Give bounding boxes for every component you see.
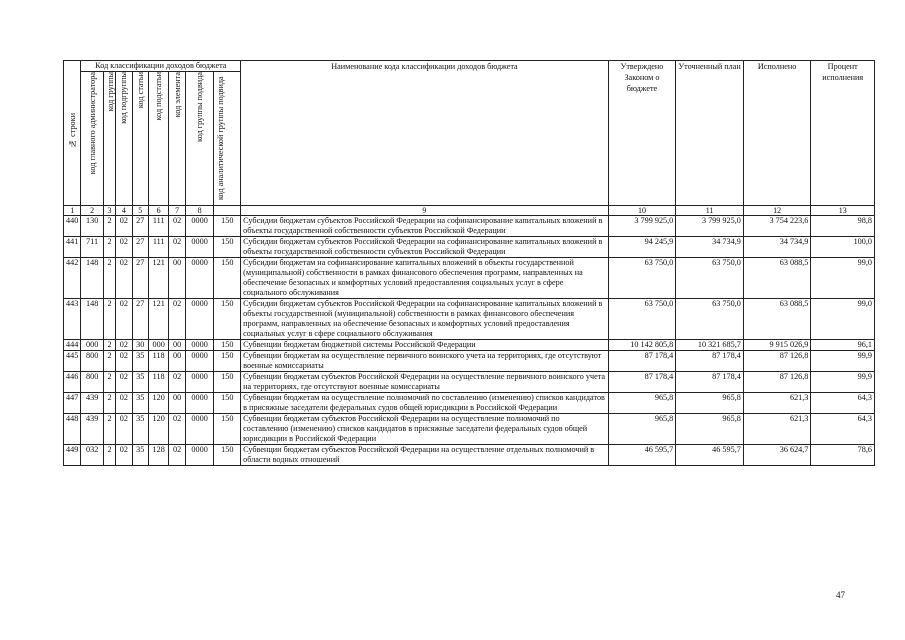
- row-number: 440: [64, 216, 81, 237]
- group-code: 2: [103, 351, 115, 372]
- subgroup-code: 02: [116, 393, 132, 414]
- admin-code: 439: [81, 414, 104, 445]
- subtype-group-code: 0000: [185, 372, 214, 393]
- executed-amount: 63 088,5: [743, 258, 811, 299]
- column-number: 2: [81, 206, 104, 216]
- analytic-group-code: 150: [214, 216, 241, 237]
- header-analytic-group-code: код аналитической группы подвида: [214, 72, 241, 206]
- table-row: [64, 340, 875, 351]
- table-row: [64, 445, 875, 466]
- execution-percent: 64,3: [811, 393, 875, 414]
- subgroup-code: 02: [116, 258, 132, 299]
- executed-amount: 621,3: [743, 414, 811, 445]
- group-code: 2: [103, 237, 115, 258]
- admin-code: 711: [81, 237, 104, 258]
- column-number: 12: [743, 206, 811, 216]
- table-row: [64, 258, 875, 299]
- refined-plan-amount: 3 799 925,0: [676, 216, 744, 237]
- row-number: 444: [64, 340, 81, 351]
- approved-amount: 10 142 805,8: [608, 340, 676, 351]
- admin-code: 032: [81, 445, 104, 466]
- refined-plan-amount: 965,8: [676, 393, 744, 414]
- group-code: 2: [103, 340, 115, 351]
- subgroup-code: 02: [116, 216, 132, 237]
- group-code: 2: [103, 216, 115, 237]
- group-code: 2: [103, 299, 115, 340]
- page-number: 47: [836, 590, 845, 600]
- element-code: 00: [169, 351, 185, 372]
- column-number: 9: [241, 206, 609, 216]
- column-number: 3: [103, 206, 115, 216]
- refined-plan-amount: 87 178,4: [676, 372, 744, 393]
- execution-percent: 96,1: [811, 340, 875, 351]
- revenue-name: Субвенции бюджетам бюджетной системы Российской Федерации: [241, 340, 609, 351]
- article-code: 30: [132, 340, 148, 351]
- executed-amount: 621,3: [743, 393, 811, 414]
- row-number: 449: [64, 445, 81, 466]
- element-code: 00: [169, 258, 185, 299]
- execution-percent: 99,0: [811, 258, 875, 299]
- revenue-name: Субсидии бюджетам субъектов Российской Федерации на софинансирование капитальных вложений в объекты государственной собственности субъектов Российской Федерации: [241, 216, 609, 237]
- approved-amount: 63 750,0: [608, 258, 676, 299]
- subtype-group-code: 0000: [185, 414, 214, 445]
- table-row: [64, 351, 875, 372]
- header-classification-group: Код классификации доходов бюджета: [81, 61, 241, 72]
- execution-percent: 64,3: [811, 414, 875, 445]
- subtype-group-code: 0000: [185, 393, 214, 414]
- subgroup-code: 02: [116, 299, 132, 340]
- subarticle-code: 000: [148, 340, 168, 351]
- header-row-top: [64, 61, 875, 72]
- group-code: 2: [103, 258, 115, 299]
- subtype-group-code: 0000: [185, 258, 214, 299]
- group-code: 2: [103, 414, 115, 445]
- analytic-group-code: 150: [214, 340, 241, 351]
- row-number: 441: [64, 237, 81, 258]
- revenue-name: Субвенции бюджетам субъектов Российской Федерации на осуществление первичного воинского учета на территориях, где отсутствуют военные комиссариаты: [241, 372, 609, 393]
- subarticle-code: 128: [148, 445, 168, 466]
- subarticle-code: 121: [148, 299, 168, 340]
- analytic-group-code: 150: [214, 237, 241, 258]
- row-number: 442: [64, 258, 81, 299]
- refined-plan-amount: 46 595,7: [676, 445, 744, 466]
- refined-plan-amount: 87 178,4: [676, 351, 744, 372]
- subtype-group-code: 0000: [185, 216, 214, 237]
- analytic-group-code: 150: [214, 445, 241, 466]
- execution-percent: 99,9: [811, 372, 875, 393]
- column-number: 1: [64, 206, 81, 216]
- subarticle-code: 120: [148, 414, 168, 445]
- header-subgroup-code: код подгруппы: [116, 72, 132, 206]
- table-row: [64, 216, 875, 237]
- subarticle-code: 118: [148, 372, 168, 393]
- column-number: 5: [132, 206, 148, 216]
- subgroup-code: 02: [116, 237, 132, 258]
- table-row: [64, 299, 875, 340]
- table-row: [64, 372, 875, 393]
- approved-amount: 87 178,4: [608, 372, 676, 393]
- column-number-row: [64, 206, 875, 216]
- refined-plan-amount: 63 750,0: [676, 258, 744, 299]
- refined-plan-amount: 63 750,0: [676, 299, 744, 340]
- subgroup-code: 02: [116, 445, 132, 466]
- column-number: 4: [116, 206, 132, 216]
- header-approved: Утверждено Законом о бюджете: [608, 61, 676, 206]
- table-row: [64, 237, 875, 258]
- header-element-code: код элемента: [169, 72, 185, 206]
- admin-code: 439: [81, 393, 104, 414]
- revenue-name: Субсидии бюджетам на софинансирование капитальных вложений в объекты государственной (муниципальной) собственности в рамках финансового обеспечения программ, направленных на обеспечение безопасных и комфортных условий предоставления социальных услуг в сфере социального обслуживания: [241, 258, 609, 299]
- approved-amount: 965,8: [608, 393, 676, 414]
- element-code: 00: [169, 393, 185, 414]
- analytic-group-code: 150: [214, 372, 241, 393]
- header-executed: Исполнено: [743, 61, 811, 206]
- subtype-group-code: 0000: [185, 237, 214, 258]
- approved-amount: 94 245,9: [608, 237, 676, 258]
- subarticle-code: 120: [148, 393, 168, 414]
- group-code: 2: [103, 445, 115, 466]
- row-number: 446: [64, 372, 81, 393]
- element-code: 02: [169, 372, 185, 393]
- article-code: 27: [132, 299, 148, 340]
- article-code: 35: [132, 393, 148, 414]
- subgroup-code: 02: [116, 340, 132, 351]
- row-number: 447: [64, 393, 81, 414]
- approved-amount: 3 799 925,0: [608, 216, 676, 237]
- executed-amount: 9 915 026,9: [743, 340, 811, 351]
- subgroup-code: 02: [116, 351, 132, 372]
- analytic-group-code: 150: [214, 351, 241, 372]
- row-number: 448: [64, 414, 81, 445]
- subtype-group-code: 0000: [185, 340, 214, 351]
- subtype-group-code: 0000: [185, 445, 214, 466]
- analytic-group-code: 150: [214, 393, 241, 414]
- column-number: 10: [608, 206, 676, 216]
- article-code: 27: [132, 216, 148, 237]
- approved-amount: 87 178,4: [608, 351, 676, 372]
- budget-revenue-table: [63, 60, 875, 466]
- element-code: 00: [169, 340, 185, 351]
- refined-plan-amount: 34 734,9: [676, 237, 744, 258]
- analytic-group-code: 150: [214, 299, 241, 340]
- analytic-group-code: 150: [214, 258, 241, 299]
- header-percent: Процент исполнения: [811, 61, 875, 206]
- element-code: 02: [169, 216, 185, 237]
- subarticle-code: 111: [148, 216, 168, 237]
- executed-amount: 36 624,7: [743, 445, 811, 466]
- executed-amount: 87 126,8: [743, 372, 811, 393]
- element-code: 02: [169, 237, 185, 258]
- header-article-code: код статьи: [132, 72, 148, 206]
- refined-plan-amount: 10 321 685,7: [676, 340, 744, 351]
- article-code: 27: [132, 237, 148, 258]
- execution-percent: 99,9: [811, 351, 875, 372]
- article-code: 35: [132, 372, 148, 393]
- admin-code: 130: [81, 216, 104, 237]
- row-number: 445: [64, 351, 81, 372]
- subarticle-code: 121: [148, 258, 168, 299]
- column-number: 6: [148, 206, 168, 216]
- row-number: 443: [64, 299, 81, 340]
- column-number: 11: [676, 206, 744, 216]
- article-code: 35: [132, 414, 148, 445]
- execution-percent: 100,0: [811, 237, 875, 258]
- subgroup-code: 02: [116, 414, 132, 445]
- table-row: [64, 414, 875, 445]
- admin-code: 800: [81, 351, 104, 372]
- element-code: 02: [169, 445, 185, 466]
- element-code: 02: [169, 299, 185, 340]
- article-code: 27: [132, 258, 148, 299]
- header-admin-code: код главного администратора: [81, 72, 104, 206]
- executed-amount: 34 734,9: [743, 237, 811, 258]
- group-code: 2: [103, 372, 115, 393]
- admin-code: 148: [81, 299, 104, 340]
- column-number: 13: [811, 206, 875, 216]
- execution-percent: 78,6: [811, 445, 875, 466]
- header-name: Наименование кода классификации доходов бюджета: [241, 61, 609, 206]
- column-number: 8: [185, 206, 214, 216]
- column-number: [214, 206, 241, 216]
- element-code: 02: [169, 414, 185, 445]
- group-code: 2: [103, 393, 115, 414]
- revenue-name: Субвенции бюджетам на осуществление первичного воинского учета на территориях, где отсутствуют военные комиссариаты: [241, 351, 609, 372]
- subtype-group-code: 0000: [185, 299, 214, 340]
- executed-amount: 87 126,8: [743, 351, 811, 372]
- revenue-name: Субвенции бюджетам на осуществление полномочий по составлению (изменению) списков кандидатов в присяжные заседатели федеральных судов общей юрисдикции в Российской Федерации: [241, 393, 609, 414]
- revenue-name: Субсидии бюджетам субъектов Российской Федерации на софинансирование капитальных вложений в объекты государственной (муниципальной) собственности в рамках финансового обеспечения программ, направленных на обеспечение безопасных и комфортных условий предоставления социальных услуг в сфере социального обслуживания: [241, 299, 609, 340]
- article-code: 35: [132, 351, 148, 372]
- header-row-no: № строки: [64, 61, 81, 206]
- column-number: 7: [169, 206, 185, 216]
- table-row: [64, 393, 875, 414]
- subtype-group-code: 0000: [185, 351, 214, 372]
- subarticle-code: 111: [148, 237, 168, 258]
- admin-code: 148: [81, 258, 104, 299]
- executed-amount: 63 088,5: [743, 299, 811, 340]
- header-refined-plan: Уточненный план: [676, 61, 744, 206]
- subarticle-code: 118: [148, 351, 168, 372]
- refined-plan-amount: 965,8: [676, 414, 744, 445]
- revenue-name: Субвенции бюджетам субъектов Российской Федерации на осуществление отдельных полномочий в области водных отношений: [241, 445, 609, 466]
- article-code: 35: [132, 445, 148, 466]
- approved-amount: 965,8: [608, 414, 676, 445]
- header-subarticle-code: код подстатьи: [148, 72, 168, 206]
- header-group-code: код группы: [103, 72, 115, 206]
- subgroup-code: 02: [116, 372, 132, 393]
- admin-code: 000: [81, 340, 104, 351]
- admin-code: 800: [81, 372, 104, 393]
- header-subtype-group-code: код группы подвида: [185, 72, 214, 206]
- revenue-name: Субсидии бюджетам субъектов Российской Федерации на софинансирование капитальных вложений в объекты государственной собственности субъектов Российской Федерации: [241, 237, 609, 258]
- execution-percent: 98,8: [811, 216, 875, 237]
- revenue-name: Субвенции бюджетам субъектов Российской Федерации на осуществление полномочий по составлению (изменению) списков кандидатов в присяжные заседатели федеральных судов общей юрисдикции в Российской Федерации: [241, 414, 609, 445]
- analytic-group-code: 150: [214, 414, 241, 445]
- execution-percent: 99,0: [811, 299, 875, 340]
- approved-amount: 63 750,0: [608, 299, 676, 340]
- executed-amount: 3 754 223,6: [743, 216, 811, 237]
- approved-amount: 46 595,7: [608, 445, 676, 466]
